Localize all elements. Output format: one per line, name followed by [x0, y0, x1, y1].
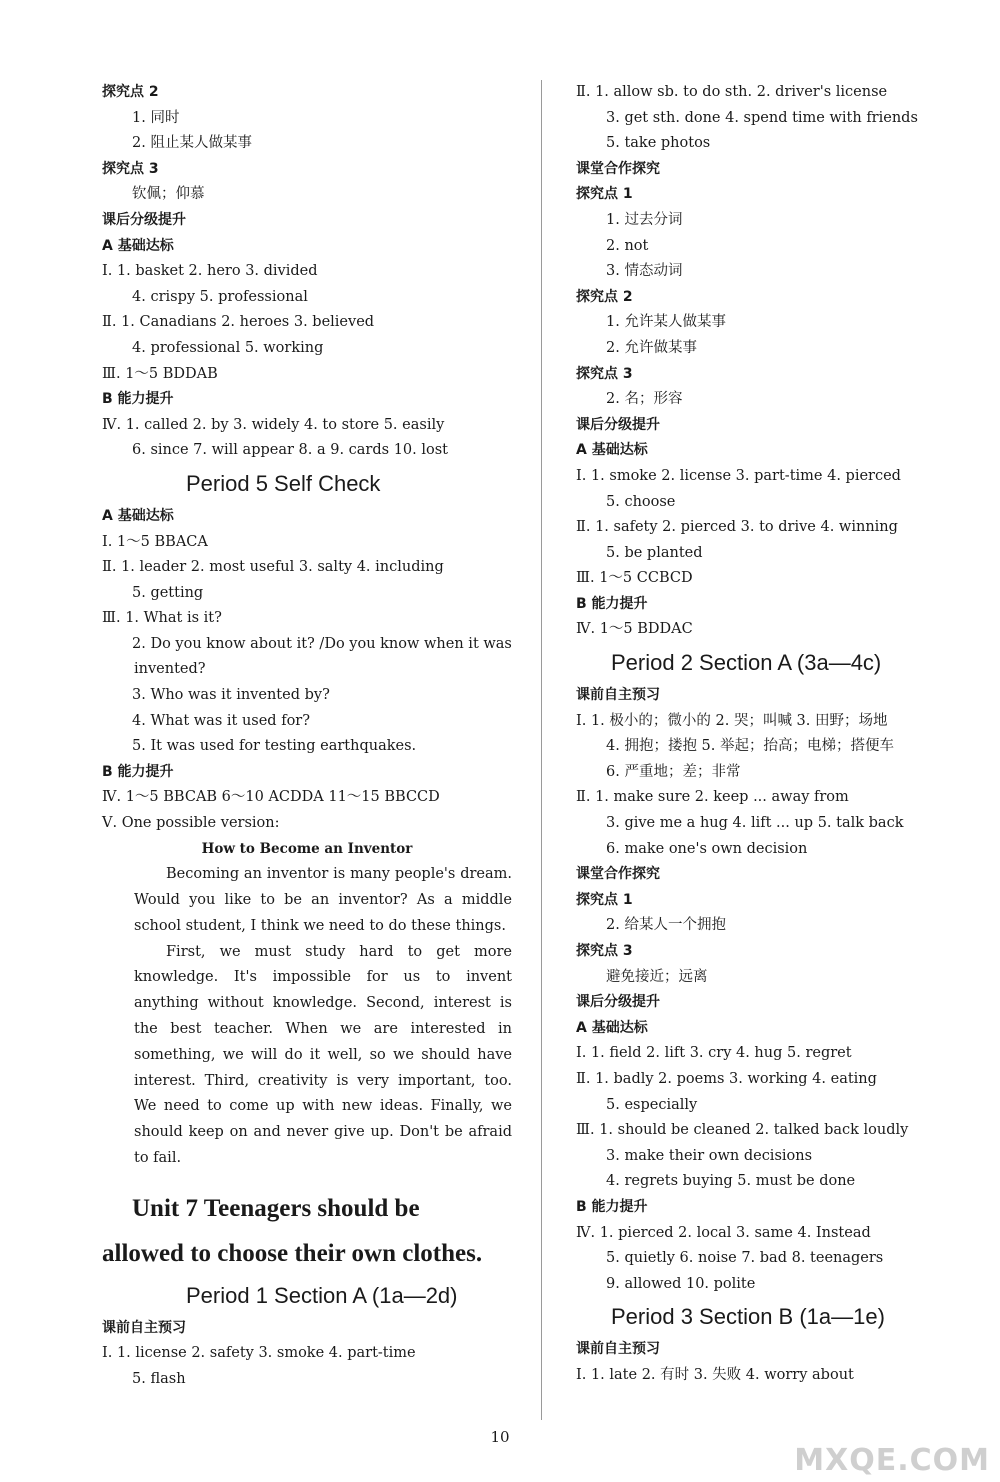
answer-line: Ⅲ. 1～5 BDDAB [102, 365, 218, 382]
subheading: 课后分级提升 [102, 211, 186, 228]
answer-line: 1. 同时 [132, 109, 180, 126]
subheading: A 基础达标 [576, 442, 648, 459]
answer-line: 5. quietly 6. noise 7. bad 8. teenagers [606, 1250, 884, 1267]
answer-line: Ⅲ. 1～5 CCBCD [576, 570, 693, 587]
answer-line: 钦佩；仰慕 [132, 186, 205, 203]
answer-line: Ⅱ. 1. allow sb. to do sth. 2. driver's license [576, 84, 888, 100]
section-heading: Period 3 Section B (1a—1e) [611, 1304, 885, 1330]
subheading: 探究点 3 [576, 943, 633, 959]
answer-line: Ⅲ. 1. What is it? [102, 610, 222, 627]
subheading: 课前自主预习 [102, 1319, 186, 1336]
page-number: 10 [490, 1428, 510, 1446]
subheading: 探究点 1 [576, 891, 633, 908]
section-heading: Period 5 Self Check [186, 470, 381, 496]
subheading: 探究点 3 [102, 160, 159, 177]
answer-line: 1. 过去分词 [606, 211, 683, 228]
subheading: 探究点 3 [576, 365, 633, 382]
subheading: B 能力提升 [102, 763, 174, 780]
answer-line: 5. take photos [606, 135, 711, 152]
subheading: 课前自主预习 [576, 1341, 660, 1358]
answer-line: 4. crispy 5. professional [132, 288, 308, 305]
answer-line: 3. make their own decisions [606, 1147, 813, 1164]
answer-line: 5. getting [132, 584, 204, 601]
answer-line: 6. since 7. will appear 8. a 9. cards 10. lost [132, 442, 448, 459]
answer-line: Ⅰ. 1. smoke 2. license 3. part-time 4. pierced [576, 467, 901, 484]
answer-line: Ⅱ. 1. leader 2. most useful 3. salty 4. including [102, 559, 444, 576]
unit-title-line-1: Unit 7 Teenagers should be [132, 1194, 420, 1222]
subheading: A 基础达标 [576, 1019, 648, 1036]
subheading: 课堂合作探究 [576, 866, 660, 883]
essay-paragraph-2: First, we must study hard to get more knowledge. It's impossible for us to invent anything without knowledge. Second, interest is the best teacher. When we are interested in something, we will do it well, so we should have interest. Third, creativity is very important, too. We need to come up with new ideas. Finally, we should keep on and never give up. Don't be afraid to fail. [134, 943, 512, 1166]
answer-line: Ⅳ. 1～5 BBCAB 6～10 ACDDA 11～15 BBCCD [102, 789, 440, 806]
subheading: 课前自主预习 [576, 687, 660, 704]
answer-line: 4. professional 5. working [132, 339, 324, 356]
answer-line: 4. 拥抱；搂抱 5. 举起；抬高；电梯；搭便车 [606, 738, 894, 755]
answer-line: 5. choose [606, 493, 676, 510]
answer-line: 5. especially [606, 1096, 698, 1113]
answer-line: Ⅰ. 1. license 2. safety 3. smoke 4. part-time [102, 1345, 416, 1362]
answer-line: 2. 阻止某人做某事 [132, 135, 252, 152]
answer-line: 5. It was used for testing earthquakes. [132, 738, 417, 755]
subheading: 课堂合作探究 [576, 160, 660, 177]
answer-line: 3. 情态动词 [606, 263, 683, 280]
watermark-logo: MXQE.COM [794, 1443, 990, 1478]
answer-line: Ⅰ. 1. basket 2. hero 3. divided [102, 263, 318, 280]
answer-line: 3. give me a hug 4. lift ... up 5. talk back [606, 815, 904, 832]
answer-line: Ⅱ. 1. make sure 2. keep ... away from [576, 789, 849, 806]
answer-line: Ⅲ. 1. should be cleaned 2. talked back loudly [576, 1122, 909, 1139]
answer-line: 5. flash [132, 1370, 186, 1387]
answer-line: Ⅱ. 1. Canadians 2. heroes 3. believed [102, 314, 375, 331]
answer-line: Ⅱ. 1. badly 2. poems 3. working 4. eating [576, 1070, 877, 1087]
subheading: 课后分级提升 [576, 416, 660, 433]
answer-line: Ⅳ. 1. pierced 2. local 3. same 4. Instead [576, 1224, 871, 1241]
left-answer-lines [102, 80, 512, 862]
column-divider [541, 80, 542, 1420]
answer-line: Ⅳ. 1～5 BDDAC [576, 621, 693, 638]
right-column [576, 80, 976, 1389]
section-heading: Period 1 Section A (1a—2d) [186, 1282, 458, 1308]
answer-line: 5. be planted [606, 544, 703, 561]
subheading: 课后分级提升 [576, 994, 660, 1011]
answer-line: 9. allowed 10. polite [606, 1275, 756, 1292]
answer-line: Ⅳ. 1. called 2. by 3. widely 4. to store 5. easily [102, 416, 445, 433]
answer-line: Ⅴ. One possible version: [102, 815, 280, 832]
answer-line: Ⅰ. 1～5 BBACA [102, 533, 208, 550]
answer-line: 2. not [606, 237, 649, 254]
essay-title: How to Become an Inventor [201, 840, 413, 857]
essay-paragraph-1: Becoming an inventor is many people's dream. Would you like to be an inventor? As a middle school student, I think we need to do these things. [134, 866, 512, 934]
answer-line: 1. 允许某人做某事 [606, 314, 726, 331]
subheading: A 基础达标 [102, 237, 174, 254]
subheading: B 能力提升 [576, 595, 648, 612]
answer-line: 3. get sth. done 4. spend time with friends [606, 109, 918, 126]
subheading: A 基础达标 [102, 507, 174, 524]
subheading: 探究点 2 [576, 288, 633, 305]
answer-line: Ⅰ. 1. 极小的；微小的 2. 哭；叫喊 3. 田野；场地 [576, 712, 888, 729]
answer-line: 2. Do you know about it? /Do you know when it was [132, 635, 512, 652]
answer-line: Ⅰ. 1. late 2. 有时 3. 失败 4. worry about [576, 1366, 854, 1383]
answer-line: Ⅱ. 1. safety 2. pierced 3. to drive 4. winning [576, 519, 898, 536]
answer-line: 3. Who was it invented by? [132, 687, 330, 704]
answer-line: 2. 给某人一个拥抱 [606, 917, 726, 934]
subheading: 探究点 2 [102, 84, 159, 100]
answer-line: invented? [134, 661, 206, 678]
answer-line: 4. What was it used for? [132, 712, 311, 729]
left-column [102, 80, 512, 1393]
answer-line: 避免接近；远离 [606, 968, 708, 985]
right-answer-lines [576, 80, 976, 1389]
answer-line: 6. make one's own decision [606, 840, 808, 857]
subheading: B 能力提升 [576, 1198, 648, 1215]
section-heading: Period 2 Section A (3a—4c) [611, 650, 882, 676]
answer-line: 4. regrets buying 5. must be done [606, 1173, 856, 1190]
subheading: 探究点 1 [576, 186, 633, 203]
subheading: B 能力提升 [102, 391, 174, 408]
unit-title-line-2: allowed to choose their own clothes. [102, 1239, 483, 1267]
left-tail-lines [102, 1276, 512, 1393]
answer-line: Ⅰ. 1. field 2. lift 3. cry 4. hug 5. regret [576, 1045, 852, 1062]
answer-line: 6. 严重地；差；非常 [606, 763, 741, 780]
answer-line: 2. 允许做某事 [606, 339, 697, 356]
answer-line: 2. 名；形容 [606, 391, 683, 408]
